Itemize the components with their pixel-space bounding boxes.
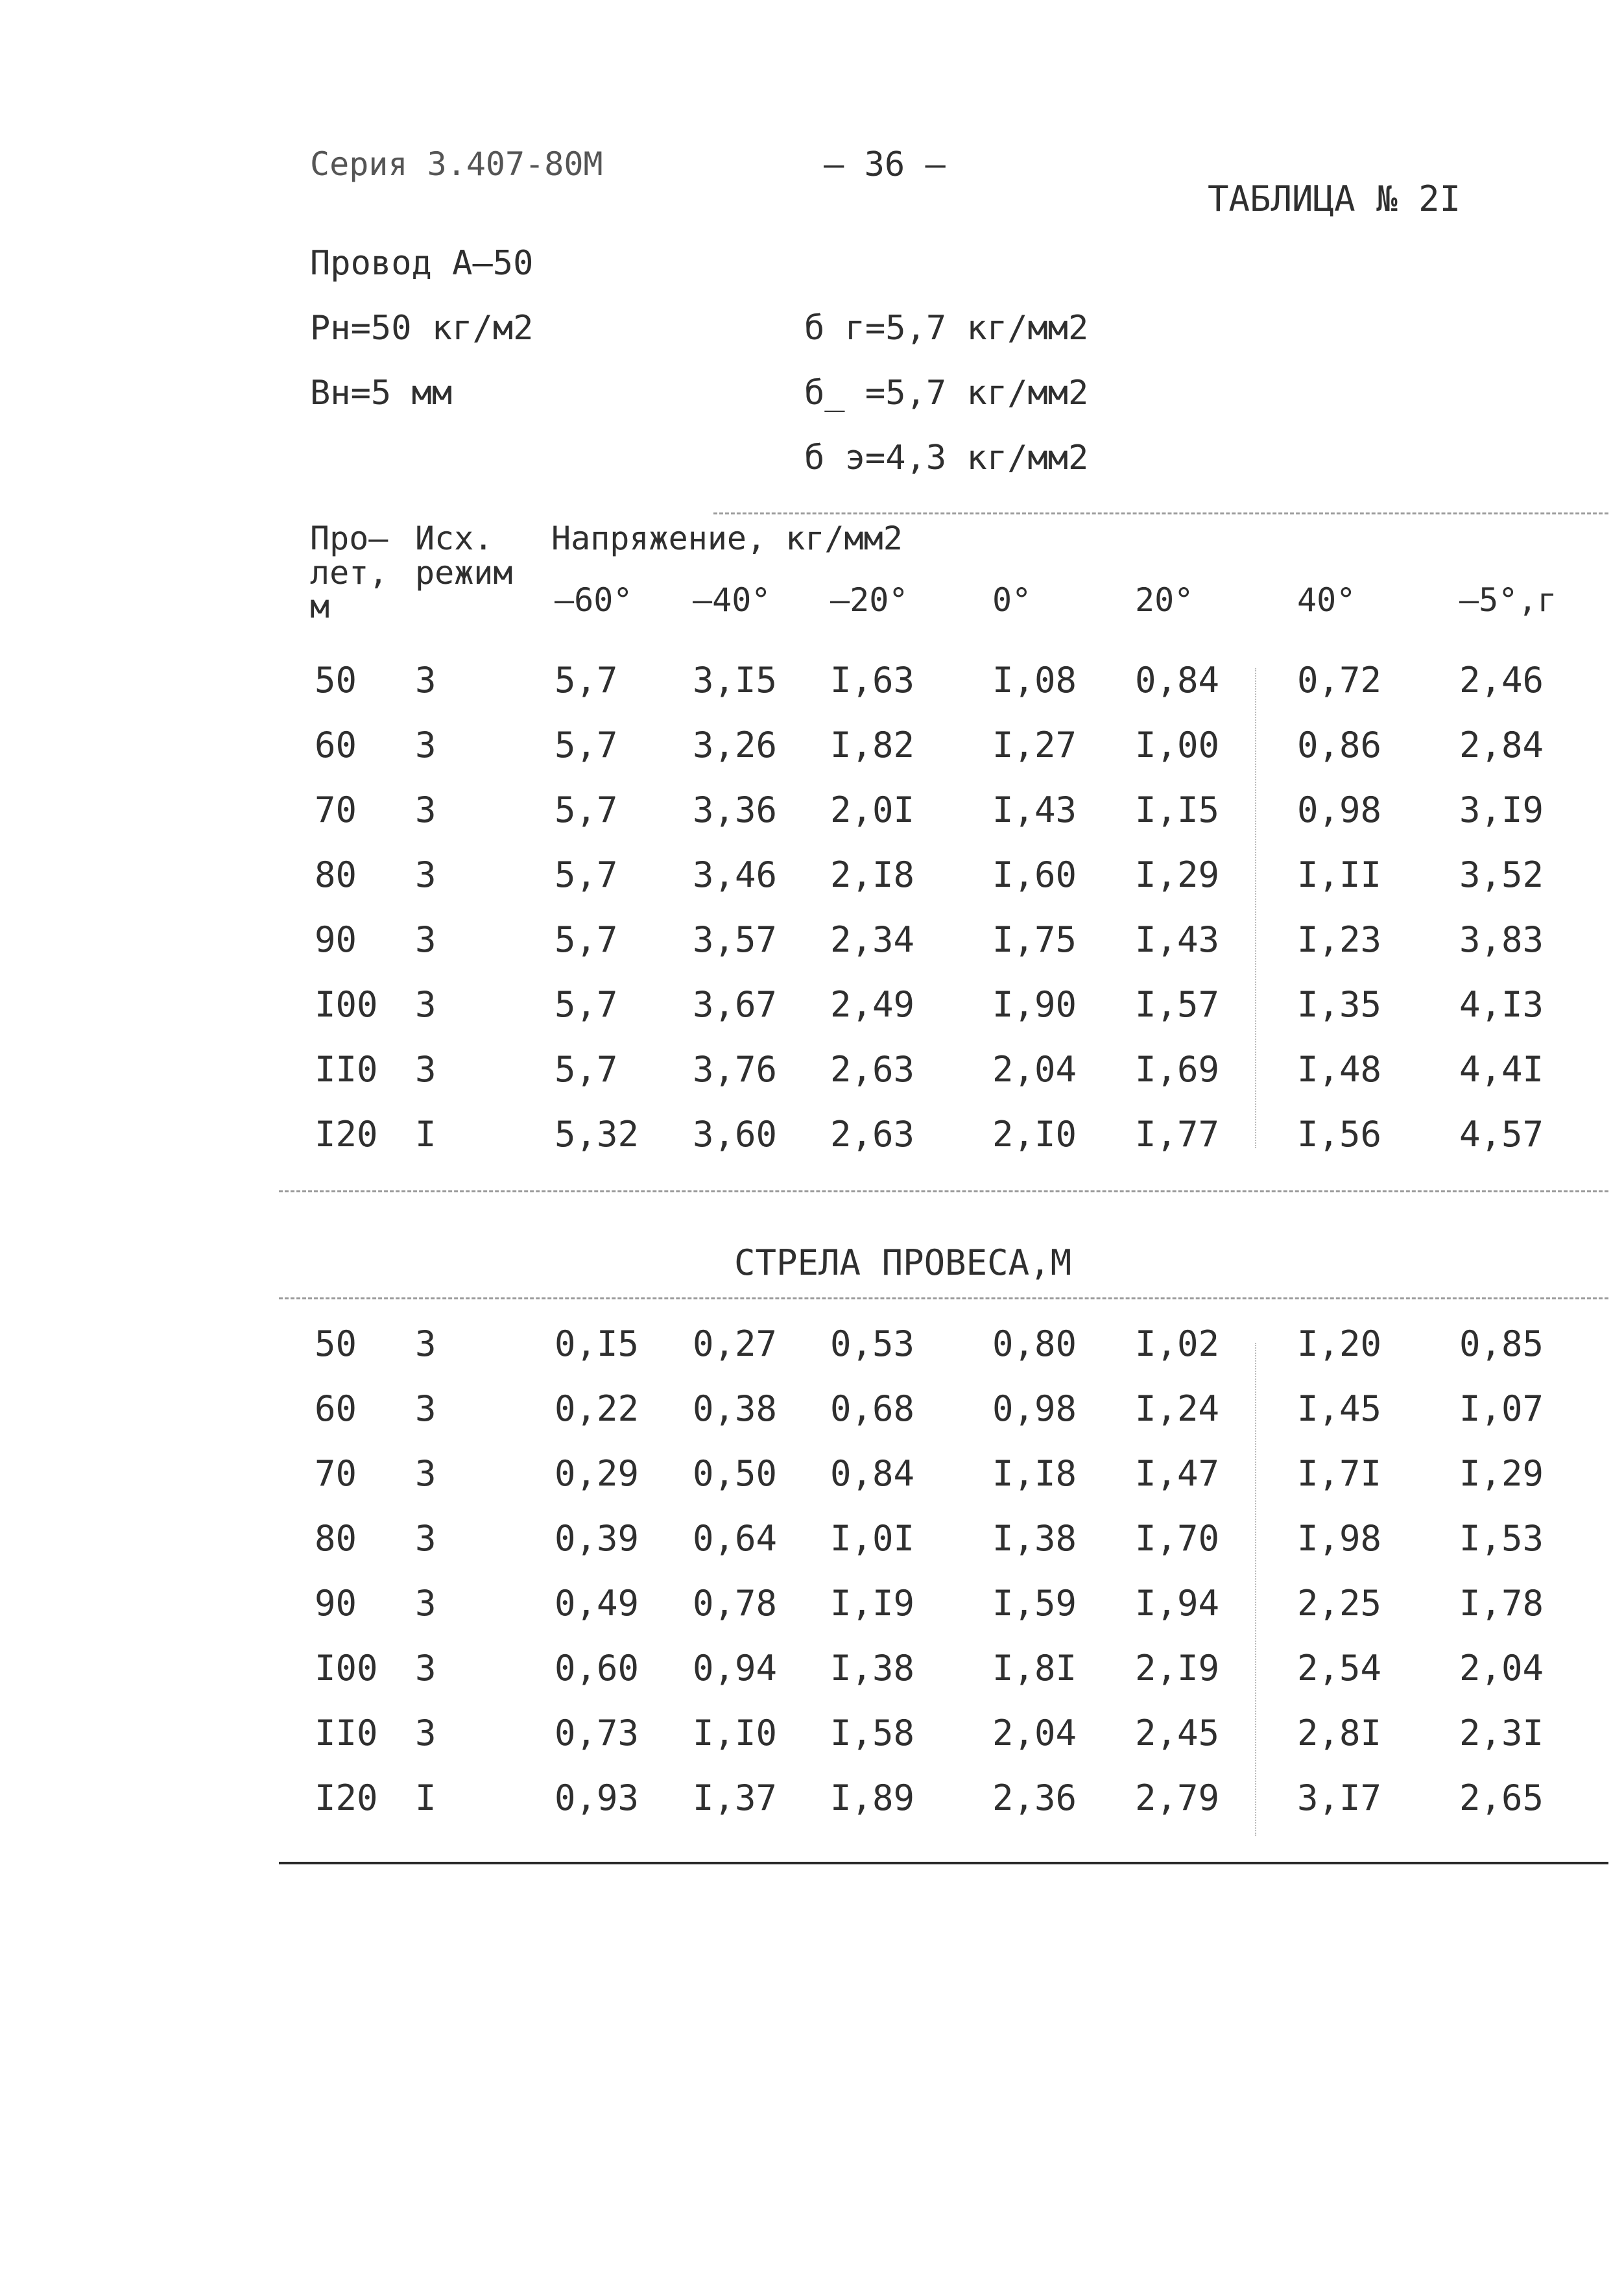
value-cell: 2,I0 — [992, 1114, 1077, 1155]
span-cell: I20 — [315, 1114, 378, 1155]
span-cell: 50 — [315, 1323, 357, 1364]
value-cell: 4,57 — [1459, 1114, 1544, 1155]
col-span-header-l3: м — [310, 588, 330, 625]
value-cell: I,56 — [1297, 1114, 1382, 1155]
value-cell: I,37 — [693, 1777, 778, 1818]
value-cell: 0,94 — [693, 1648, 778, 1689]
value-cell: 2,36 — [992, 1777, 1077, 1818]
value-cell: 2,3I — [1459, 1713, 1544, 1753]
value-cell: 5,7 — [555, 660, 618, 701]
value-cell: 2,46 — [1459, 660, 1544, 701]
value-cell: 4,I3 — [1459, 984, 1544, 1025]
value-cell: 2,79 — [1135, 1777, 1220, 1818]
mode-cell: 3 — [415, 919, 436, 960]
value-cell: I,20 — [1297, 1323, 1382, 1364]
value-cell: 0,27 — [693, 1323, 778, 1364]
value-cell: 2,25 — [1297, 1583, 1382, 1624]
value-cell: I,94 — [1135, 1583, 1220, 1624]
mode-cell: 3 — [415, 984, 436, 1025]
value-cell: I,69 — [1135, 1049, 1220, 1090]
value-cell: I,63 — [830, 660, 915, 701]
value-cell: 0,64 — [693, 1518, 778, 1559]
value-cell: I,I5 — [1135, 789, 1220, 830]
wire-type: Провод А–50 — [310, 244, 534, 283]
col-mode-header-l2: режим — [415, 554, 513, 592]
value-cell: I,58 — [830, 1713, 915, 1753]
value-cell: 3,83 — [1459, 919, 1544, 960]
value-cell: 0,85 — [1459, 1323, 1544, 1364]
span-cell: 90 — [315, 919, 357, 960]
value-cell: 3,36 — [693, 789, 778, 830]
mode-cell: 3 — [415, 1518, 436, 1559]
span-cell: 90 — [315, 1583, 357, 1624]
value-cell: I,75 — [992, 919, 1077, 960]
value-cell: I,I8 — [992, 1453, 1077, 1494]
mode-cell: 3 — [415, 1453, 436, 1494]
value-cell: I,8I — [992, 1648, 1077, 1689]
mode-cell: 3 — [415, 789, 436, 830]
col-span-header-l1: Про– — [310, 520, 388, 557]
value-cell: 5,7 — [555, 854, 618, 895]
value-cell: 2,54 — [1297, 1648, 1382, 1689]
value-cell: 2,84 — [1459, 725, 1544, 765]
value-cell: I,II — [1297, 854, 1382, 895]
sag-section-title: СТРЕЛА ПРОВЕСА,М — [734, 1242, 1072, 1283]
value-cell: I,90 — [992, 984, 1077, 1025]
value-cell: I,35 — [1297, 984, 1382, 1025]
value-cell: 0,93 — [555, 1777, 639, 1818]
series-code: Серия 3.407-80М — [310, 145, 603, 183]
value-cell: 0,73 — [555, 1713, 639, 1753]
col-mode-header-l1: Исх. — [415, 520, 494, 557]
value-cell: I,70 — [1135, 1518, 1220, 1559]
span-cell: I00 — [315, 984, 378, 1025]
value-cell: 5,7 — [555, 919, 618, 960]
value-cell: 2,I8 — [830, 854, 915, 895]
value-cell: 0,29 — [555, 1453, 639, 1494]
stress-g: б г=5,7 кг/мм2 — [804, 309, 1089, 348]
mode-cell: 3 — [415, 854, 436, 895]
temperature-header: –20° — [830, 581, 909, 619]
value-cell: 0,39 — [555, 1518, 639, 1559]
value-cell: 5,7 — [555, 789, 618, 830]
span-cell: 60 — [315, 725, 357, 765]
value-cell: I,53 — [1459, 1518, 1544, 1559]
temperature-header: 20° — [1135, 581, 1194, 619]
value-cell: 0,60 — [555, 1648, 639, 1689]
span-cell: 70 — [315, 789, 357, 830]
value-cell: I,38 — [992, 1518, 1077, 1559]
value-cell: 0,84 — [1135, 660, 1220, 701]
value-cell: 5,7 — [555, 984, 618, 1025]
value-cell: 2,I9 — [1135, 1648, 1220, 1689]
value-cell: I,59 — [992, 1583, 1077, 1624]
value-cell: 3,I5 — [693, 660, 778, 701]
column-guide — [1255, 1343, 1256, 1836]
table-top-rule — [713, 512, 1608, 514]
mode-cell: 3 — [415, 1323, 436, 1364]
temperature-header: –40° — [693, 581, 771, 619]
value-cell: 0,78 — [693, 1583, 778, 1624]
temperature-header: –60° — [555, 581, 633, 619]
value-cell: 3,60 — [693, 1114, 778, 1155]
value-cell: I,29 — [1135, 854, 1220, 895]
value-cell: I,48 — [1297, 1049, 1382, 1090]
value-cell: I,45 — [1297, 1388, 1382, 1429]
value-cell: 0,84 — [830, 1453, 915, 1494]
value-cell: 0,22 — [555, 1388, 639, 1429]
value-cell: 0,86 — [1297, 725, 1382, 765]
span-cell: 70 — [315, 1453, 357, 1494]
value-cell: I,82 — [830, 725, 915, 765]
value-cell: I,07 — [1459, 1388, 1544, 1429]
value-cell: 2,49 — [830, 984, 915, 1025]
value-cell: I,00 — [1135, 725, 1220, 765]
value-cell: I,38 — [830, 1648, 915, 1689]
value-cell: I,98 — [1297, 1518, 1382, 1559]
value-cell: I,89 — [830, 1777, 915, 1818]
value-cell: I,I9 — [830, 1583, 915, 1624]
value-cell: 2,63 — [830, 1049, 915, 1090]
value-cell: 0,98 — [992, 1388, 1077, 1429]
span-cell: 80 — [315, 854, 357, 895]
value-cell: I,43 — [992, 789, 1077, 830]
value-cell: 3,46 — [693, 854, 778, 895]
mode-cell: 3 — [415, 660, 436, 701]
value-cell: 2,45 — [1135, 1713, 1220, 1753]
value-cell: I,23 — [1297, 919, 1382, 960]
span-cell: II0 — [315, 1049, 378, 1090]
span-cell: I00 — [315, 1648, 378, 1689]
temperature-header: –5°,г — [1459, 581, 1557, 619]
span-cell: I20 — [315, 1777, 378, 1818]
stress-e: б э=4,3 кг/мм2 — [804, 439, 1089, 477]
value-cell: 5,7 — [555, 1049, 618, 1090]
value-cell: I,02 — [1135, 1323, 1220, 1364]
value-cell: 0,80 — [992, 1323, 1077, 1364]
value-cell: 2,34 — [830, 919, 915, 960]
value-cell: I,60 — [992, 854, 1077, 895]
value-cell: I,27 — [992, 725, 1077, 765]
mode-cell: 3 — [415, 1049, 436, 1090]
value-cell: 0,I5 — [555, 1323, 639, 1364]
value-cell: 2,0I — [830, 789, 915, 830]
value-cell: I,43 — [1135, 919, 1220, 960]
value-cell: 5,7 — [555, 725, 618, 765]
stress-minus: б_ =5,7 кг/мм2 — [804, 374, 1089, 413]
span-cell: 50 — [315, 660, 357, 701]
mode-cell: 3 — [415, 1713, 436, 1753]
value-cell: 2,63 — [830, 1114, 915, 1155]
value-cell: I,57 — [1135, 984, 1220, 1025]
value-cell: I,29 — [1459, 1453, 1544, 1494]
span-cell: 80 — [315, 1518, 357, 1559]
value-cell: I,47 — [1135, 1453, 1220, 1494]
value-cell: 3,I7 — [1297, 1777, 1382, 1818]
value-cell: I,0I — [830, 1518, 915, 1559]
value-cell: 0,53 — [830, 1323, 915, 1364]
value-cell: 3,26 — [693, 725, 778, 765]
value-cell: 0,98 — [1297, 789, 1382, 830]
value-cell: 2,04 — [1459, 1648, 1544, 1689]
value-cell: 2,04 — [992, 1713, 1077, 1753]
value-cell: 5,32 — [555, 1114, 639, 1155]
mode-cell: 3 — [415, 1388, 436, 1429]
mode-cell: I — [415, 1114, 436, 1155]
value-cell: 0,68 — [830, 1388, 915, 1429]
column-guide — [1255, 668, 1256, 1148]
page-number: – 36 – — [824, 145, 946, 184]
mode-cell: 3 — [415, 1648, 436, 1689]
value-cell: 4,4I — [1459, 1049, 1544, 1090]
value-cell: 3,52 — [1459, 854, 1544, 895]
value-cell: 3,67 — [693, 984, 778, 1025]
span-cell: 60 — [315, 1388, 357, 1429]
value-cell: 0,49 — [555, 1583, 639, 1624]
value-cell: 0,38 — [693, 1388, 778, 1429]
temperature-header: 0° — [992, 581, 1032, 619]
value-cell: I,I0 — [693, 1713, 778, 1753]
value-cell: I,78 — [1459, 1583, 1544, 1624]
value-cell: 0,50 — [693, 1453, 778, 1494]
ice-thickness: Вн=5 мм — [310, 374, 453, 413]
value-cell: 3,76 — [693, 1049, 778, 1090]
table-number: ТАБЛИЦА № 2I — [1208, 178, 1461, 219]
temperature-header: 40° — [1297, 581, 1356, 619]
wind-pressure: Рн=50 кг/м2 — [310, 309, 534, 348]
mode-cell: I — [415, 1777, 436, 1818]
mode-cell: 3 — [415, 1583, 436, 1624]
value-cell: 3,57 — [693, 919, 778, 960]
value-cell: I,77 — [1135, 1114, 1220, 1155]
value-cell: 3,I9 — [1459, 789, 1544, 830]
value-cell: I,24 — [1135, 1388, 1220, 1429]
value-cell: I,7I — [1297, 1453, 1382, 1494]
table-bottom-rule — [279, 1862, 1608, 1864]
mode-cell: 3 — [415, 725, 436, 765]
value-cell: I,08 — [992, 660, 1077, 701]
sag-title-rule — [279, 1297, 1608, 1299]
stress-header: Напряжение, кг/мм2 — [551, 520, 903, 557]
value-cell: 2,8I — [1297, 1713, 1382, 1753]
value-cell: 0,72 — [1297, 660, 1382, 701]
stress-bottom-rule — [279, 1190, 1608, 1192]
col-span-header-l2: лет, — [310, 554, 388, 592]
value-cell: 2,04 — [992, 1049, 1077, 1090]
span-cell: II0 — [315, 1713, 378, 1753]
value-cell: 2,65 — [1459, 1777, 1544, 1818]
